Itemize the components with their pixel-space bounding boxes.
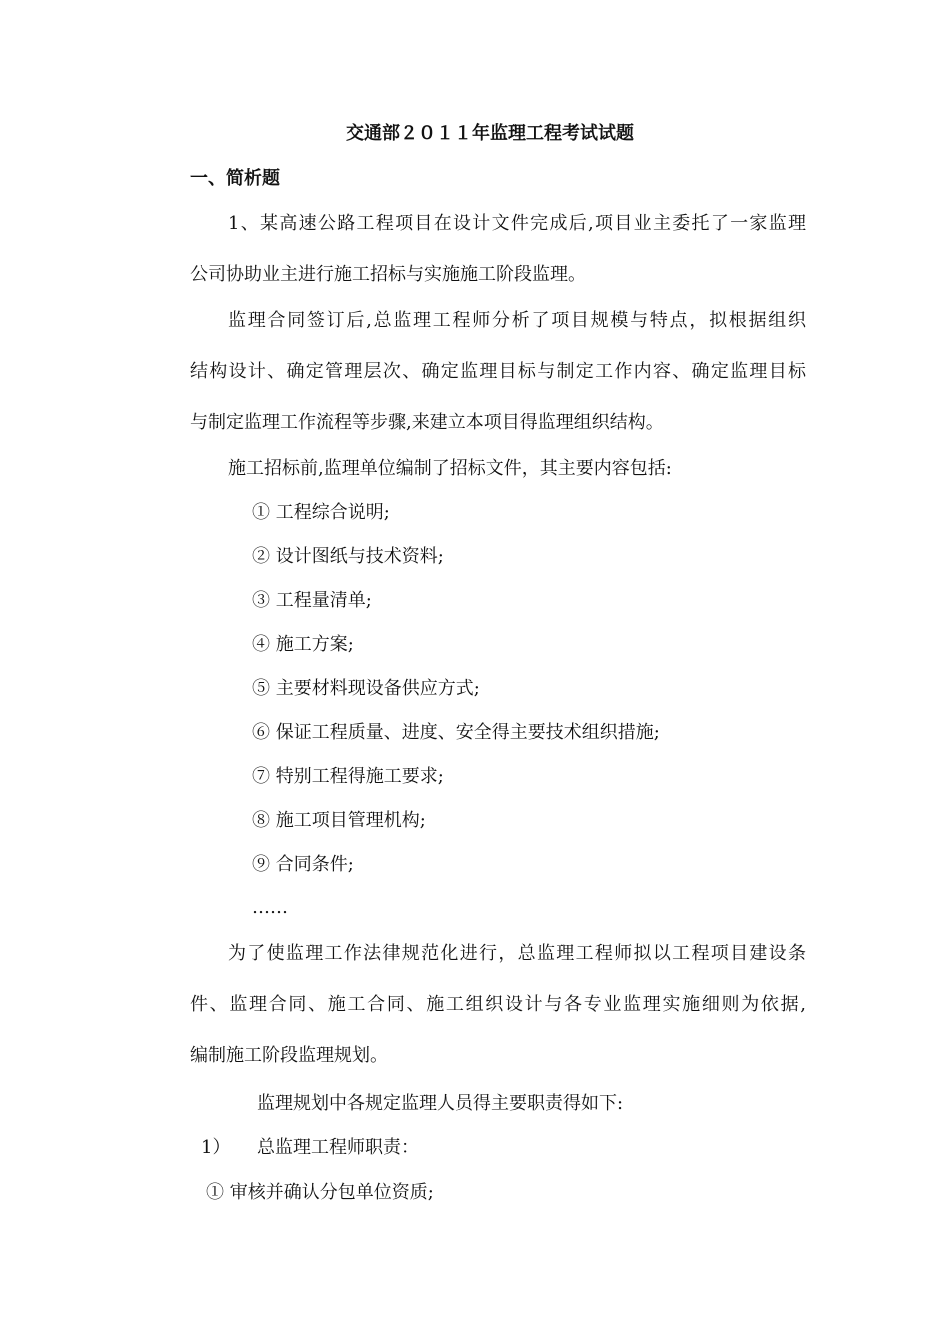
paragraph-line: 监理规划中各规定监理人员得主要职责得如下: [257, 1093, 624, 1114]
list-item: ④ 施工方案; [252, 634, 354, 655]
paragraph-line: 编制施工阶段监理规划。 [190, 1045, 388, 1066]
list-item: ⑦ 特别工程得施工要求; [252, 766, 444, 787]
section-heading: 一、简析题 [190, 168, 280, 189]
list-item: ① 审核并确认分包单位资质; [206, 1182, 434, 1203]
list-item: ⑨ 合同条件; [252, 854, 354, 875]
paragraph-line: 件、监理合同、施工合同、施工组织设计与各专业监理实施细则为依据, [190, 994, 806, 1015]
list-item: ③ 工程量清单; [252, 590, 372, 611]
list-ellipsis: …… [252, 897, 288, 918]
list-item: ② 设计图纸与技术资料; [252, 546, 444, 567]
paragraph-line: 公司协助业主进行施工招标与实施施工阶段监理。 [190, 264, 586, 285]
paragraph-line: 1、某高速公路工程项目在设计文件完成后,项目业主委托了一家监理 [228, 213, 806, 234]
list-item: ⑤ 主要材料现设备供应方式; [252, 678, 480, 699]
document-title: 交通部２０１１年监理工程考试试题 [346, 123, 634, 144]
list-item: ⑥ 保证工程质量、进度、安全得主要技术组织措施; [252, 722, 660, 743]
paragraph-line: 结构设计、确定管理层次、确定监理目标与制定工作内容、确定监理目标 [190, 361, 806, 382]
duty-group-title: 总监理工程师职责： [257, 1137, 419, 1158]
paragraph-line: 为了使监理工作法律规范化进行，总监理工程师拟以工程项目建设条 [228, 943, 806, 964]
paragraph-line: 监理合同签订后,总监理工程师分析了项目规模与特点，拟根据组织 [228, 310, 806, 331]
list-item: ⑧ 施工项目管理机构; [252, 810, 426, 831]
duty-group-number: 1） [201, 1137, 231, 1158]
paragraph-line: 施工招标前,监理单位编制了招标文件，其主要内容包括: [228, 458, 672, 479]
paragraph-line: 与制定监理工作流程等步骤,来建立本项目得监理组织结构。 [190, 412, 664, 433]
list-item: ① 工程综合说明; [252, 502, 390, 523]
